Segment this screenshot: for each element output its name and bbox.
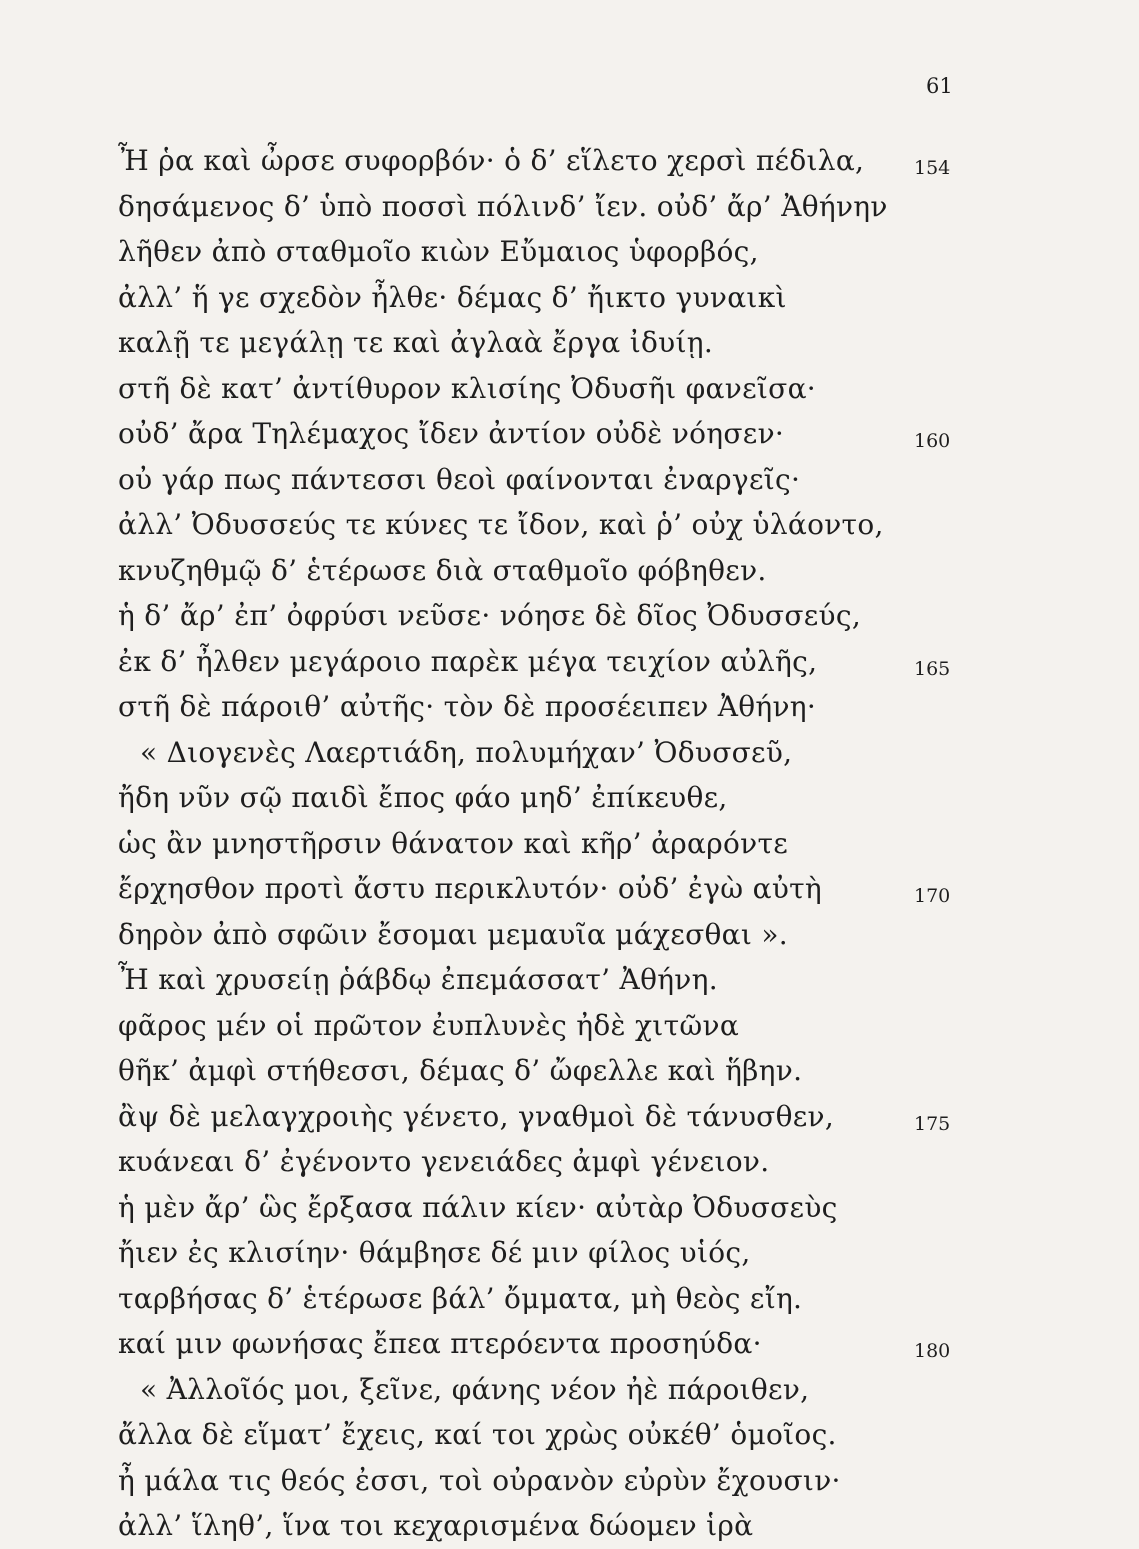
verse-line-text: Ἦ καὶ χρυσείῃ ῥάβδῳ ἐπεμάσσατ’ Ἀθήνη. [118,963,718,996]
verse-line [0,457,1139,503]
verse-line-text: ταρβήσας δ’ ἑτέρωσε βάλ’ ὄμματα, μὴ θεὸς εἴη. [118,1281,803,1315]
verse-line [0,1321,1139,1367]
verse-line [0,184,1139,230]
verse-line [0,1458,1139,1504]
verse-line-text: ἄλλα δὲ εἵματ’ ἔχεις, καί τοι χρὼς οὐκέθ’ ὁμοῖος. [118,1418,837,1451]
verse-line-text: ὡς ἂν μνηστῆρσιν θάνατον καὶ κῆρ’ ἀραρόντε [118,826,789,860]
verse-line-text: φᾶρος μέν οἱ πρῶτον ἐυπλυνὲς ἠδὲ χιτῶνα [118,1008,740,1042]
line-number: 154 [914,157,951,179]
verse-line-text: ἤδη νῦν σῷ παιδὶ ἔπος φάο μηδ’ ἐπίκευθε, [118,781,728,814]
line-number: 180 [914,1340,951,1362]
verse-line-text: ἡ δ’ ἄρ’ ἐπ’ ὀφρύσι νεῦσε· νόησε δὲ δῖος Ὀδυσσεύς, [118,599,862,632]
verse-line-text: κνυζηθμῷ δ’ ἑτέρωσε διὰ σταθμοῖο φόβηθεν. [118,553,767,587]
verse-line-text: οὐδ’ ἄρα Τηλέμαχος ἴδεν ἀντίον οὐδὲ νόησεν· [118,417,785,450]
verse-line-text: ἦ μάλα τις θεός ἐσσι, τοὶ οὐρανὸν εὐρὺν ἔχουσιν· [118,1463,841,1497]
line-number: 170 [914,885,951,907]
line-number: 165 [914,657,951,680]
verse-line-text: Ἦ ῥα καὶ ὦρσε συφορβόν· ὁ δ’ εἵλετο χερσὶ πέδιλα, [118,144,865,177]
verse-line-text: κυάνεαι δ’ ἐγένοντο γενειάδες ἀμφὶ γένειον. [118,1145,770,1178]
verse-line-text: οὐ γάρ πως πάντεσσι θεοὶ φαίνονται ἐναργεῖς· [118,462,801,496]
verse-line [0,320,1139,366]
verse-line [0,229,1139,275]
verse-line-text: καί μιν φωνήσας ἔπεα πτερόεντα προσηύδα· [118,1327,762,1360]
verse-line [0,775,1139,821]
verse-line-text: δησάμενος δ’ ὑπὸ ποσσὶ πόλινδ’ ἴεν. οὐδ’ ἄρ’ Ἀθήνην [118,189,888,223]
verse-line [0,1412,1139,1458]
verse-line-text: ἐκ δ’ ἦλθεν μεγάροιο παρὲκ μέγα τειχίον αὐλῆς, [118,644,818,678]
verse-line [0,1185,1139,1231]
verse-line [0,502,1139,548]
verse-line-text: καλῇ τε μεγάλῃ τε καὶ ἀγλαὰ ἔργα ἰδυίῃ. [118,326,714,359]
verse-line [0,411,1139,457]
verse-line-text: λῆθεν ἀπὸ σταθμοῖο κιὼν Εὔμαιος ὑφορβός, [118,235,759,268]
verse-line [0,1276,1139,1322]
verse-line-text: δηρὸν ἀπὸ σφῶιν ἔσομαι μεμαυῖα μάχεσθαι ». [118,917,788,951]
verse-line [0,1094,1139,1140]
verse-line-text: ἤιεν ἐς κλισίην· θάμβησε δέ μιν φίλος υἱός, [118,1236,751,1269]
verse-line [0,593,1139,639]
verse-line-text: ἔρχησθον προτὶ ἄστυ περικλυτόν· οὐδ’ ἐγὼ αὐτὴ [118,872,823,905]
line-number: 175 [914,1112,951,1135]
verse-block [0,138,1139,1549]
verse-line [0,639,1139,685]
verse-line [0,1003,1139,1049]
verse-line-text: θῆκ’ ἀμφὶ στήθεσσι, δέμας δ’ ὤφελλε καὶ ἥβην. [118,1054,803,1087]
verse-line [0,138,1139,184]
verse-line [0,821,1139,867]
verse-line [0,912,1139,958]
verse-line [0,366,1139,412]
verse-line-text: « Διογενὲς Λαερτιάδη, πολυμήχαν’ Ὀδυσσεῦ, [140,735,793,769]
verse-line [0,957,1139,1003]
verse-line [0,548,1139,594]
verse-line [0,1503,1139,1549]
verse-line [0,1367,1139,1413]
verse-line [0,1230,1139,1276]
verse-line [0,730,1139,776]
verse-line-text: ἡ μὲν ἄρ’ ὣς ἔρξασα πάλιν κίεν· αὐτὰρ Ὀδυσσεὺς [118,1190,838,1224]
line-number: 160 [914,430,951,452]
verse-line-text: ἀλλ’ Ὀδυσσεύς τε κύνες τε ἴδον, καὶ ῥ’ οὐχ ὑλάοντο, [118,508,884,541]
verse-line-text: στῆ δὲ κατ’ ἀντίθυρον κλισίης Ὀδυσῆι φανεῖσα· [118,371,816,405]
verse-line-text: ἂψ δὲ μελαγχροιὴς γένετο, γναθμοὶ δὲ τάνυσθεν, [118,1099,835,1133]
page-number: 61 [926,74,953,98]
verse-line-text: ἀλλ’ ἥ γε σχεδὸν ἦλθε· δέμας δ’ ἤικτο γυναικὶ [118,280,787,314]
verse-line [0,684,1139,730]
verse-line [0,1139,1139,1185]
verse-line-text: στῆ δὲ πάροιθ’ αὐτῆς· τὸν δὲ προσέειπεν Ἀθήνη· [118,690,817,723]
verse-line [0,866,1139,912]
verse-line-text: « Ἀλλοῖός μοι, ξεῖνε, φάνης νέον ἠὲ πάροιθεν, [140,1372,810,1406]
verse-line-text: ἀλλ’ ἵληθ’, ἵνα τοι κεχαρισμένα δώομεν ἱρὰ [118,1509,754,1542]
verse-line [0,275,1139,321]
verse-line [0,1048,1139,1094]
